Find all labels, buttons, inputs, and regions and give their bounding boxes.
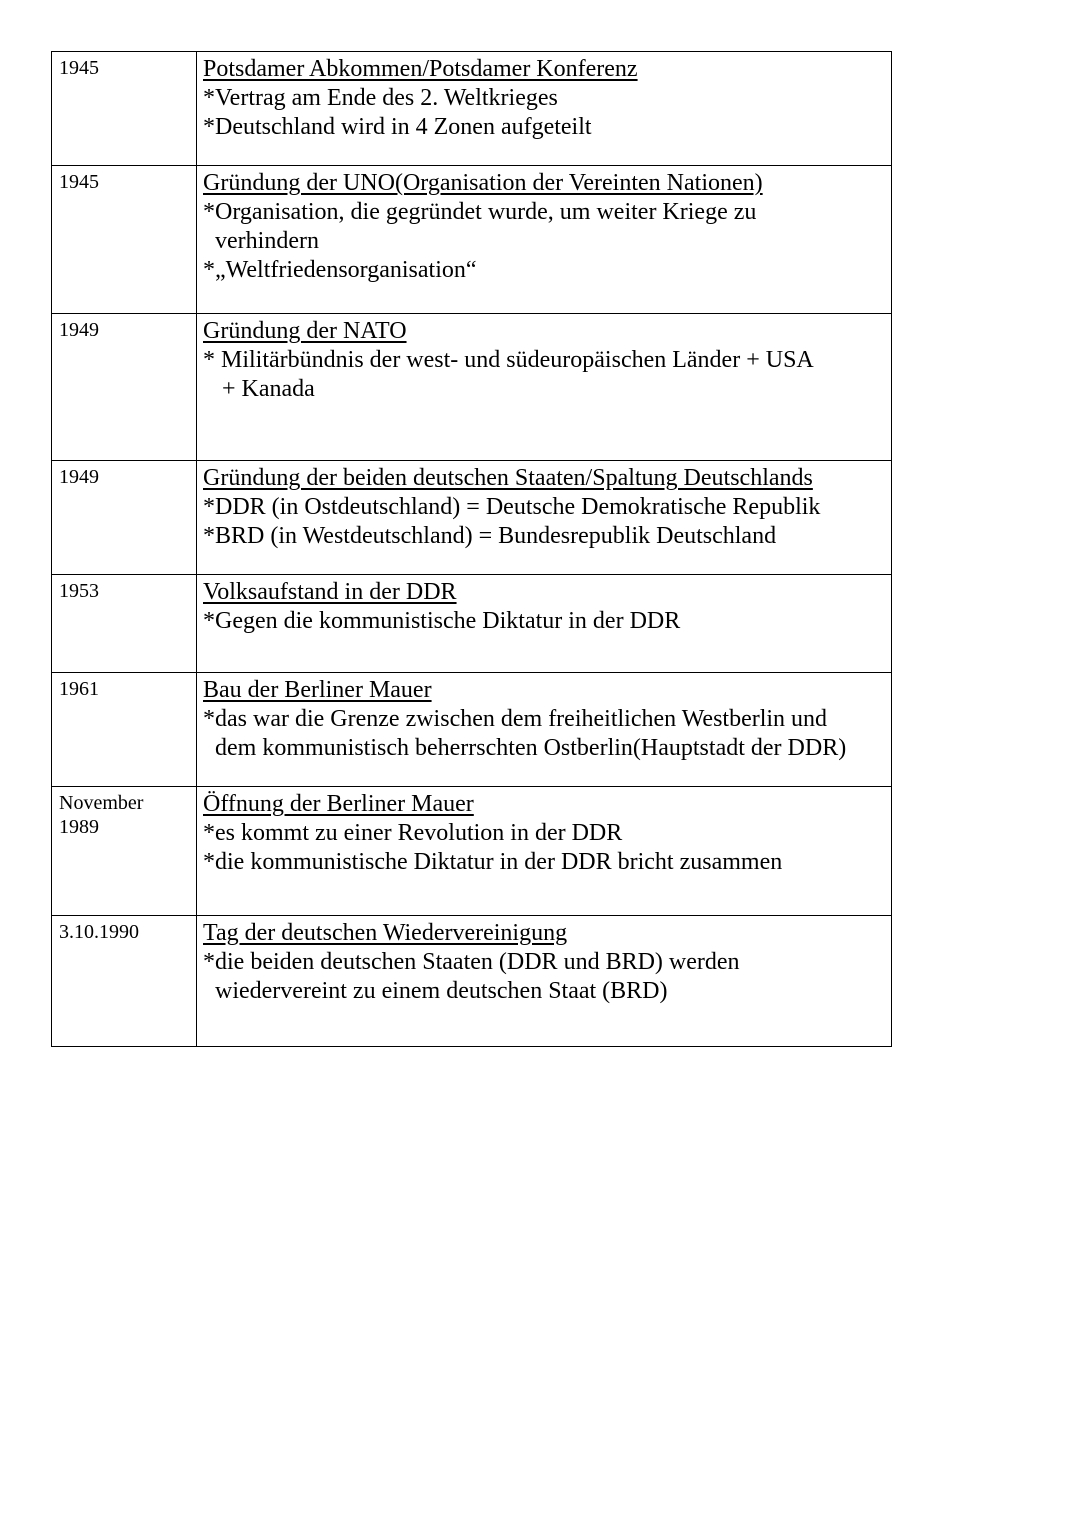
table-row [52,52,892,166]
event-detail: verhindern [215,228,319,254]
event-detail: dem kommunistisch beherrschten Ostberlin(Hauptstadt der DDR) [215,735,847,761]
event-content [197,916,892,1047]
event-content [197,575,892,673]
event-title: Gründung der beiden deutschen Staaten/Spaltung Deutschlands [203,465,813,491]
event-title: Tag der deutschen Wiedervereinigung [203,920,568,946]
event-content [197,787,892,916]
event-detail: *„Weltfriedensorganisation“ [203,257,477,283]
event-detail: + Kanada [222,376,315,402]
event-date [52,787,197,916]
event-content [197,673,892,787]
event-detail: *Deutschland wird in 4 Zonen aufgeteilt [203,114,592,140]
event-date: 1961 [52,673,197,787]
event-detail: *es kommt zu einer Revolution in der DDR [203,820,623,846]
event-date: 1949 [52,314,197,461]
event-date-year: 1989 [59,816,99,838]
event-title: Potsdamer Abkommen/Potsdamer Konferenz [203,56,638,82]
event-title: Gründung der UNO(Organisation der Vereinten Nationen) [203,170,763,196]
event-detail: *Gegen die kommunistische Diktatur in der DDR [203,608,681,634]
event-title: Volksaufstand in der DDR [203,579,457,605]
event-detail: * Militärbündnis der west- und südeuropäischen Länder + USA [203,347,814,373]
table-row [52,461,892,575]
event-date: 3.10.1990 [52,916,197,1047]
table-row [52,166,892,314]
event-detail: wiedervereint zu einem deutschen Staat (BRD) [215,978,668,1004]
event-date-month: November [59,792,144,814]
event-title: Gründung der NATO [203,318,407,344]
event-detail: *Vertrag am Ende des 2. Weltkrieges [203,85,558,111]
event-date: 1945 [52,166,197,314]
event-content [197,52,892,166]
event-content [197,166,892,314]
table-row [52,314,892,461]
event-content [197,314,892,461]
table-row [52,787,892,916]
event-detail: *die beiden deutschen Staaten (DDR und BRD) werden [203,949,740,975]
event-title: Bau der Berliner Mauer [203,677,432,703]
event-detail: *BRD (in Westdeutschland) = Bundesrepublik Deutschland [203,523,777,549]
table-row [52,575,892,673]
event-detail: *Organisation, die gegründet wurde, um weiter Kriege zu [203,199,757,225]
table-row [52,916,892,1047]
event-detail: *DDR (in Ostdeutschland) = Deutsche Demokratische Republik [203,494,821,520]
event-content [197,461,892,575]
event-title: Öffnung der Berliner Mauer [203,791,474,817]
event-date: 1949 [52,461,197,575]
event-date: 1953 [52,575,197,673]
timeline-table [51,51,892,1047]
event-detail: *das war die Grenze zwischen dem freiheitlichen Westberlin und [203,706,828,732]
table-row [52,673,892,787]
event-detail: *die kommunistische Diktatur in der DDR bricht zusammen [203,849,783,875]
event-date: 1945 [52,52,197,166]
